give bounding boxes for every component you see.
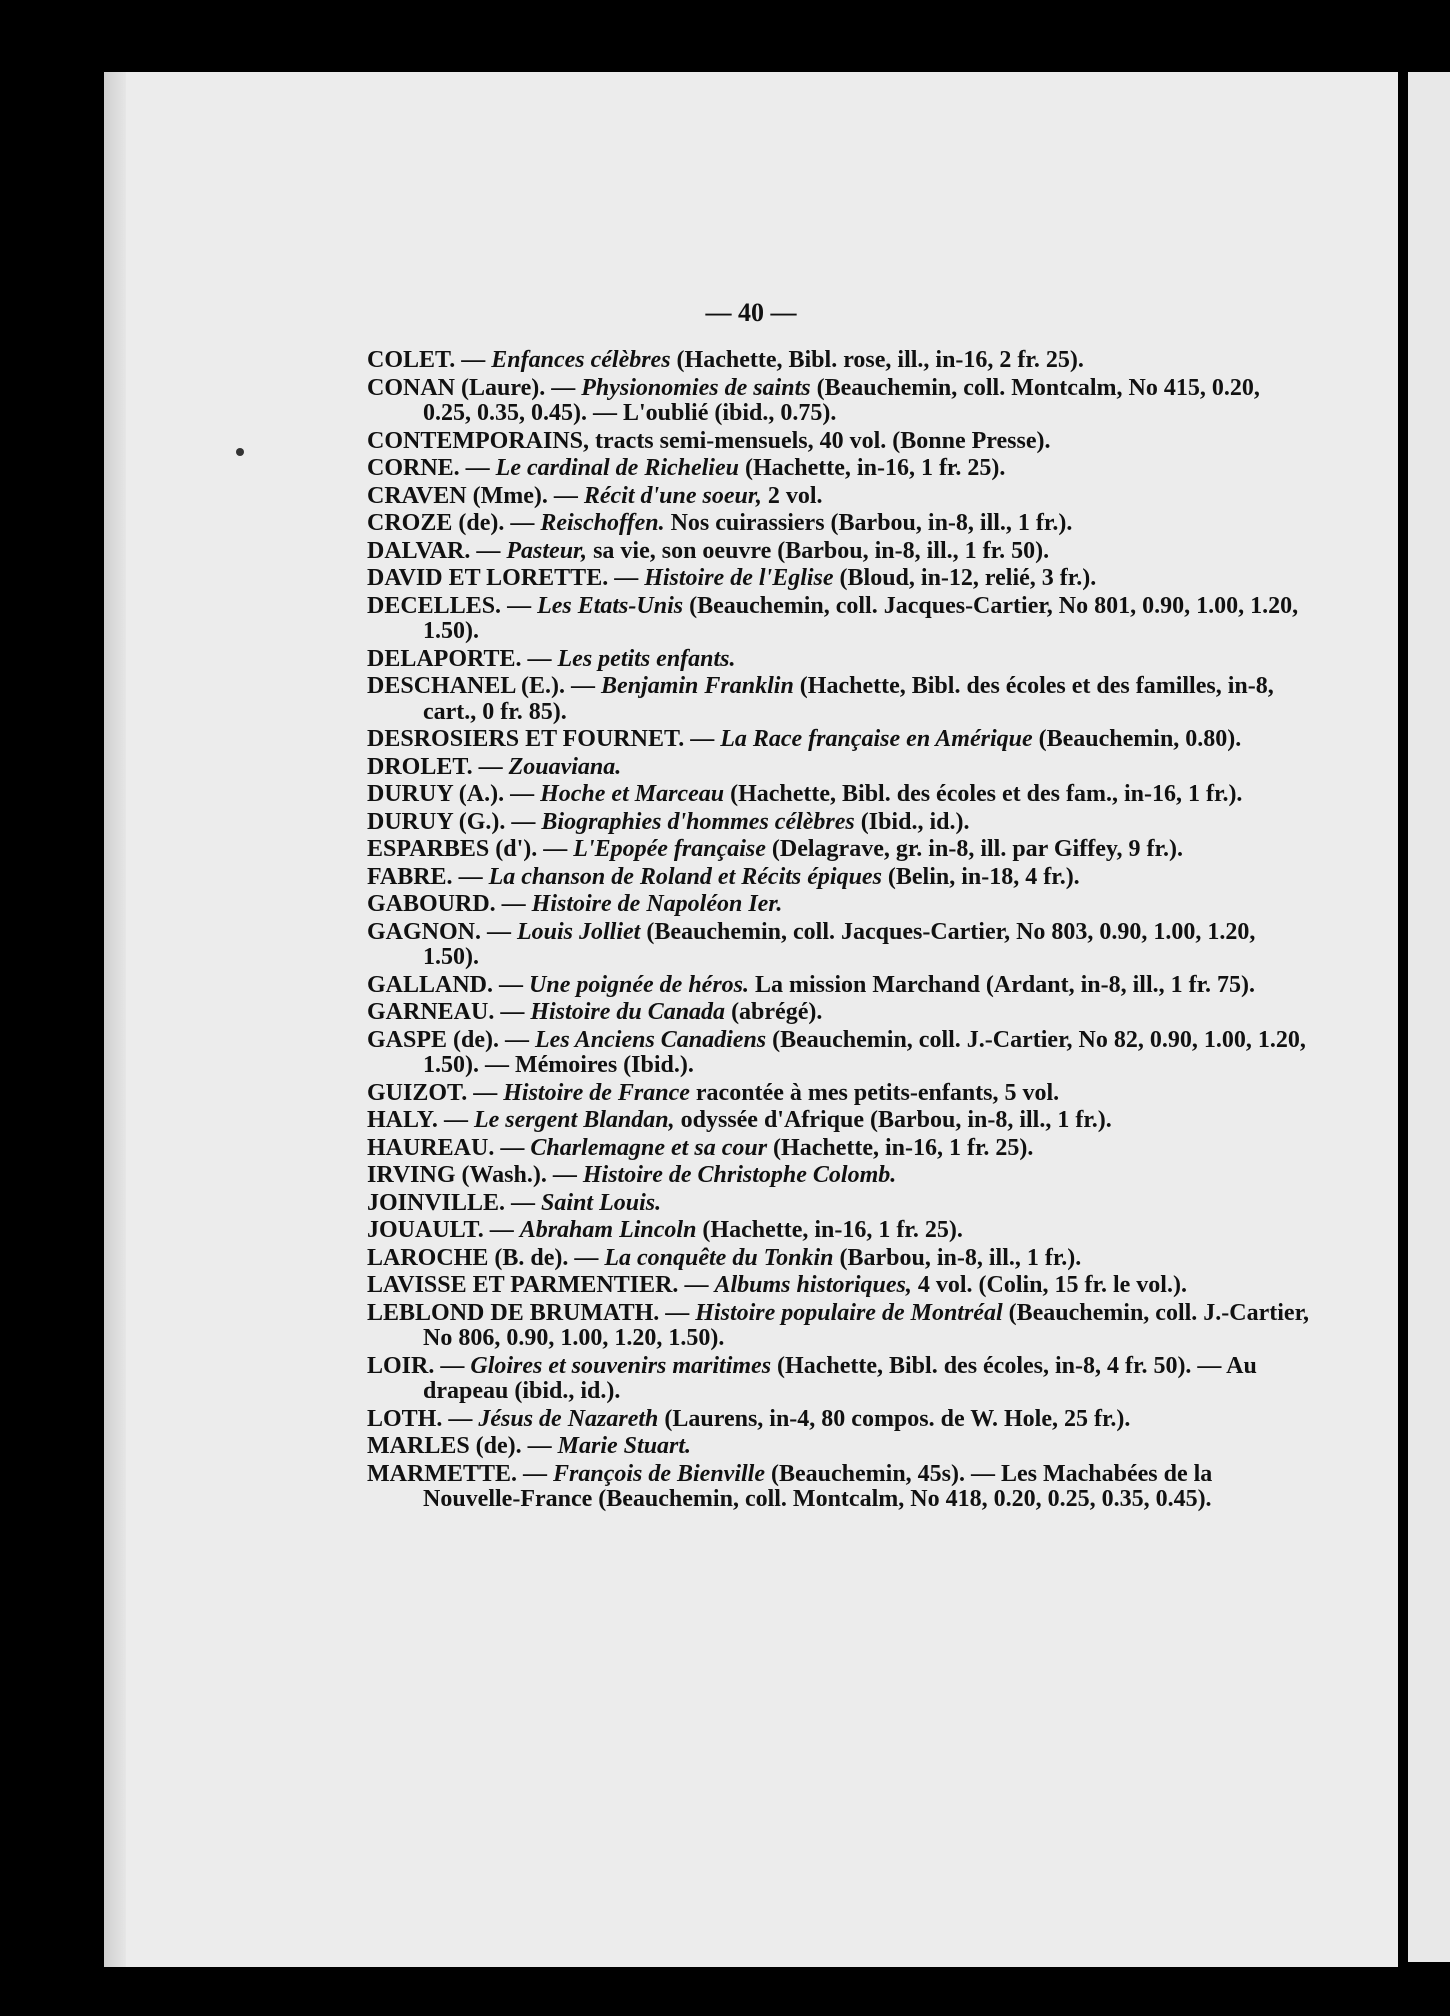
entry-details: (Laurens, in-4, 80 compos. de W. Hole, 25 fr.).	[664, 1405, 1131, 1432]
bibliography-entry: DECELLES. — Les Etats-Unis (Beauchemin, coll. Jacques-Cartier, No 801, 0.90, 1.00, 1.20, 1.50).	[367, 592, 1299, 644]
entry-details: (Ibid., id.).	[860, 808, 970, 835]
entry-details: (abrégé).	[731, 999, 823, 1025]
entry-details: (Beauchemin, coll. Jacques-Cartier, No 801, 0.90, 1.00, 1.20, 1.50).	[423, 592, 1299, 644]
bibliography-entry: DURUY (A.). — Hoche et Marceau (Hachette, Bibl. des écoles et des fam., in-16, 1 fr.).	[367, 781, 1243, 807]
bibliography-entry: JOINVILLE. — Saint Louis.	[367, 1189, 662, 1216]
entry-title: Pasteur,	[506, 537, 588, 564]
bibliography-entry: GALLAND. — Une poignée de héros. La mission Marchand (Ardant, in-8, ill., 1 fr. 75).	[367, 971, 1256, 998]
entry-author: ESPARBES (d').	[367, 836, 538, 862]
entry-title: Les petits enfants.	[557, 645, 736, 672]
page-number: — 40 —	[705, 298, 797, 327]
entry-details: (Hachette, in-16, 1 fr. 25).	[744, 455, 1006, 481]
entry-details: sa vie, son oeuvre (Barbou, in-8, ill., 1 fr. 50).	[593, 537, 1050, 564]
bibliography-entry: DESCHANEL (E.). — Benjamin Franklin (Hachette, Bibl. des écoles et des familles, in-8, cart., 0 fr. 85).	[367, 673, 1274, 725]
entry-title: Albums historiques,	[714, 1272, 912, 1298]
bibliography-entry: LAROCHE (B. de). — La conquête du Tonkin (Barbou, in-8, ill., 1 fr.).	[367, 1244, 1082, 1271]
entry-author: GARNEAU.	[367, 999, 495, 1025]
entry-details: La mission Marchand (Ardant, in-8, ill., 1 fr. 75).	[755, 971, 1256, 998]
bibliography-entry: MARMETTE. — François de Bienville (Beauchemin, 45s). — Les Machabées de la Nouvelle-France (Beauchemin, coll. Montcalm, No 418, 0.20, 0.25, 0.35, 0.45).	[367, 1460, 1213, 1512]
entry-title: Histoire populaire de Montréal	[695, 1299, 1003, 1326]
entry-author: GABOURD.	[367, 891, 496, 917]
entry-author: LEBLOND DE BRUMATH.	[367, 1299, 660, 1326]
entry-author: GALLAND.	[367, 971, 494, 998]
entry-title: François de Bienville	[553, 1460, 765, 1487]
bibliography-entry: HALY. — Le sergent Blandan, odyssée d'Afrique (Barbou, in-8, ill., 1 fr.).	[367, 1107, 1112, 1133]
bibliography-entry: LAVISSE ET PARMENTIER. — Albums historiques, 4 vol. (Colin, 15 fr. le vol.).	[367, 1272, 1187, 1298]
entry-title: Louis Jolliet	[517, 918, 641, 945]
bibliography-entry: GUIZOT. — Histoire de France racontée à mes petits-enfants, 5 vol.	[367, 1079, 1060, 1106]
entry-title: Histoire de France	[503, 1079, 690, 1106]
entry-title: Histoire du Canada	[530, 999, 726, 1025]
entry-title: Physionomies de saints	[581, 374, 811, 401]
bibliography-entry: CORNE. — Le cardinal de Richelieu (Hachette, in-16, 1 fr. 25).	[367, 455, 1006, 481]
entry-author: MARMETTE.	[367, 1460, 517, 1487]
bibliography-entry: JOUAULT. — Abraham Lincoln (Hachette, in-16, 1 fr. 25).	[367, 1217, 963, 1243]
entry-details: (Delagrave, gr. in-8, ill. par Giffey, 9 fr.).	[771, 836, 1183, 862]
entry-author: CORNE.	[367, 455, 460, 481]
entry-details: (Hachette, in-16, 1 fr. 25).	[702, 1217, 963, 1243]
entry-title: Le cardinal de Richelieu	[495, 455, 739, 481]
entry-author: CONTEMPORAINS,	[367, 427, 590, 454]
entry-author: DURUY (A.).	[367, 781, 505, 807]
entry-title: Hoche et Marceau	[540, 781, 725, 807]
entry-title: Benjamin Franklin	[601, 673, 794, 699]
entry-details: (Beauchemin, 45s). — Les Machabées de la Nouvelle-France (Beauchemin, coll. Montcalm, No 418, 0.20, 0.25, 0.35, 0.45).	[423, 1460, 1213, 1512]
entry-author: HALY.	[367, 1107, 438, 1133]
entry-details: (Beauchemin, 0.80).	[1038, 726, 1242, 752]
bibliography-entry: DROLET. — Zouaviana.	[367, 753, 622, 780]
entry-details: (Belin, in-18, 4 fr.).	[887, 863, 1080, 890]
entry-details: tracts semi-mensuels, 40 vol. (Bonne Presse).	[595, 427, 1051, 454]
entry-author: DALVAR.	[367, 537, 471, 564]
entry-author: JOINVILLE.	[367, 1189, 506, 1216]
margin-mark	[236, 448, 244, 456]
bibliography-entry: MARLES (de). — Marie Stuart.	[367, 1433, 692, 1459]
bibliography-entry: DALVAR. — Pasteur, sa vie, son oeuvre (Barbou, in-8, ill., 1 fr. 50).	[367, 537, 1050, 564]
entry-title: Jésus de Nazareth	[478, 1405, 659, 1432]
entry-author: GUIZOT.	[367, 1079, 468, 1106]
entry-title: Histoire de Napoléon Ier.	[531, 891, 783, 917]
bibliography-entry: COLET. — Enfances célèbres (Hachette, Bibl. rose, ill., in-16, 2 fr. 25).	[367, 347, 1084, 373]
bibliography-entry: DELAPORTE. — Les petits enfants.	[367, 645, 736, 672]
entry-details: (Hachette, Bibl. des écoles et des familles, in-8, cart., 0 fr. 85).	[423, 673, 1274, 725]
entry-title: Zouaviana.	[508, 753, 622, 780]
entry-details: odyssée d'Afrique (Barbou, in-8, ill., 1 fr.).	[680, 1107, 1112, 1133]
bibliography-entry: GAGNON. — Louis Jolliet (Beauchemin, coll. Jacques-Cartier, No 803, 0.90, 1.00, 1.20, 1.50).	[367, 918, 1256, 970]
entry-details: Nos cuirassiers (Barbou, in-8, ill., 1 fr.).	[670, 510, 1073, 536]
entry-author: DURUY (G.).	[367, 808, 506, 835]
entry-author: DESROSIERS ET FOURNET.	[367, 726, 685, 752]
bibliography-entry: DURUY (G.). — Biographies d'hommes célèbres (Ibid., id.).	[367, 808, 970, 835]
bibliography-entry: GASPE (de). — Les Anciens Canadiens (Beauchemin, coll. J.-Cartier, No 82, 0.90, 1.00, 1.20, 1.50). — Mémoires (Ibid.).	[367, 1026, 1306, 1078]
entry-details: (Beauchemin, coll. J.-Cartier, No 82, 0.90, 1.00, 1.20, 1.50). — Mémoires (Ibid.).	[423, 1026, 1306, 1078]
bibliography-entry: ESPARBES (d'). — L'Epopée française (Delagrave, gr. in-8, ill. par Giffey, 9 fr.).	[367, 836, 1183, 862]
entry-details: (Barbou, in-8, ill., 1 fr.).	[839, 1244, 1082, 1271]
entry-details: (Beauchemin, coll. Jacques-Cartier, No 803, 0.90, 1.00, 1.20, 1.50).	[423, 918, 1256, 970]
entry-title: Histoire de Christophe Colomb.	[582, 1162, 897, 1188]
entry-author: DECELLES.	[367, 592, 502, 619]
entry-details: 4 vol. (Colin, 15 fr. le vol.).	[917, 1272, 1187, 1298]
entry-author: CROZE (de).	[367, 510, 505, 536]
entry-title: Les Anciens Canadiens	[535, 1026, 767, 1053]
bibliography-entry: CROZE (de). — Reischoffen. Nos cuirassiers (Barbou, in-8, ill., 1 fr.).	[367, 510, 1073, 536]
entry-author: LAROCHE (B. de).	[367, 1244, 569, 1271]
entry-author: DESCHANEL (E.).	[367, 673, 566, 699]
entry-title: Le sergent Blandan,	[473, 1107, 675, 1133]
entry-author: GASPE (de).	[367, 1026, 499, 1053]
entry-title: Biographies d'hommes célèbres	[541, 808, 855, 835]
page-binding-edge	[104, 72, 126, 1967]
entry-title: Marie Stuart.	[557, 1433, 692, 1459]
entry-title: Récit d'une soeur,	[583, 482, 762, 509]
bibliography-entry: DAVID ET LORETTE. — Histoire de l'Eglise (Bloud, in-12, relié, 3 fr.).	[367, 565, 1097, 591]
entry-author: COLET.	[367, 347, 456, 373]
entry-title: Une poignée de héros.	[529, 971, 749, 998]
bibliography-entry: LOTH. — Jésus de Nazareth (Laurens, in-4, 80 compos. de W. Hole, 25 fr.).	[367, 1405, 1131, 1432]
entry-title: L'Epopée française	[573, 836, 766, 862]
entry-title: Enfances célèbres	[491, 347, 671, 373]
bibliography-entry: FABRE. — La chanson de Roland et Récits épiques (Belin, in-18, 4 fr.).	[367, 863, 1080, 890]
entry-details: (Beauchemin, coll. J.-Cartier, No 806, 0.90, 1.00, 1.20, 1.50).	[423, 1299, 1310, 1351]
bibliography-entry: GARNEAU. — Histoire du Canada (abrégé).	[367, 999, 823, 1025]
entry-author: CONAN (Laure).	[367, 374, 546, 401]
bibliography-entry: CRAVEN (Mme). — Récit d'une soeur, 2 vol.	[367, 482, 823, 509]
entry-author: LOTH.	[367, 1405, 443, 1432]
entry-title: Abraham Lincoln	[519, 1217, 697, 1243]
entry-title: Reischoffen.	[540, 510, 665, 536]
entry-details: (Hachette, Bibl. rose, ill., in-16, 2 fr. 25).	[676, 347, 1084, 373]
bibliography-entry	[367, 429, 1312, 455]
entry-details: (Beauchemin, coll. Montcalm, No 415, 0.20, 0.25, 0.35, 0.45). — L'oublié (ibid., 0.75).	[423, 374, 1260, 426]
entry-title: Les Etats-Unis	[537, 592, 684, 619]
entry-title: La chanson de Roland et Récits épiques	[488, 863, 882, 890]
book-page	[104, 72, 1398, 1967]
entry-title: La conquête du Tonkin	[604, 1244, 834, 1271]
entry-author: JOUAULT.	[367, 1217, 484, 1243]
entry-title: Histoire de l'Eglise	[644, 565, 834, 591]
entry-author: HAUREAU.	[367, 1134, 495, 1161]
entry-author: DAVID ET LORETTE.	[367, 565, 609, 591]
entry-author: MARLES (de).	[367, 1433, 522, 1459]
entry-author: LOIR.	[367, 1352, 435, 1379]
entry-author: FABRE.	[367, 863, 453, 890]
entry-details: (Hachette, Bibl. des écoles et des fam., in-16, 1 fr.).	[730, 781, 1243, 807]
entry-title: La Race française en Amérique	[720, 726, 1033, 752]
bibliography-entry: HAUREAU. — Charlemagne et sa cour (Hachette, in-16, 1 fr. 25).	[367, 1134, 1034, 1161]
entry-title: Charlemagne et sa cour	[530, 1134, 768, 1161]
entry-author: DELAPORTE.	[367, 645, 522, 672]
entry-author: LAVISSE ET PARMENTIER.	[367, 1272, 679, 1298]
entry-details: racontée à mes petits-enfants, 5 vol.	[695, 1079, 1060, 1106]
bibliography-entry: LOIR. — Gloires et souvenirs maritimes (Hachette, Bibl. des écoles, in-8, 4 fr. 50). — Au drapeau (ibid., id.).	[367, 1352, 1257, 1404]
entry-author: IRVING (Wash.).	[367, 1162, 547, 1188]
bibliography-entry: LEBLOND DE BRUMATH. — Histoire populaire de Montréal (Beauchemin, coll. J.-Cartier, No 806, 0.90, 1.00, 1.20, 1.50).	[367, 1299, 1310, 1351]
bibliography-entry: CONAN (Laure). — Physionomies de saints (Beauchemin, coll. Montcalm, No 415, 0.20, 0.25, 0.35, 0.45). — L'oublié (ibid., 0.75).	[367, 374, 1260, 426]
entry-details: (Hachette, Bibl. des écoles, in-8, 4 fr. 50). — Au drapeau (ibid., id.).	[423, 1352, 1257, 1404]
entry-details: (Hachette, in-16, 1 fr. 25).	[773, 1134, 1034, 1161]
entry-details: (Bloud, in-12, relié, 3 fr.).	[839, 565, 1097, 591]
bibliography-entry: GABOURD. — Histoire de Napoléon Ier.	[367, 891, 783, 917]
entry-author: CRAVEN (Mme).	[367, 482, 548, 509]
entry-title: Gloires et souvenirs maritimes	[470, 1352, 772, 1379]
bibliography-list	[367, 348, 1312, 1515]
bibliography-entry: IRVING (Wash.). — Histoire de Christophe Colomb.	[367, 1162, 897, 1188]
entry-title: Saint Louis.	[541, 1189, 662, 1216]
entry-author: DROLET.	[367, 753, 473, 780]
adjacent-page-edge	[1408, 72, 1450, 1962]
entry-author: GAGNON.	[367, 918, 481, 945]
bibliography-entry: DESROSIERS ET FOURNET. — La Race française en Amérique (Beauchemin, 0.80).	[367, 726, 1242, 752]
entry-details: 2 vol.	[767, 482, 823, 509]
